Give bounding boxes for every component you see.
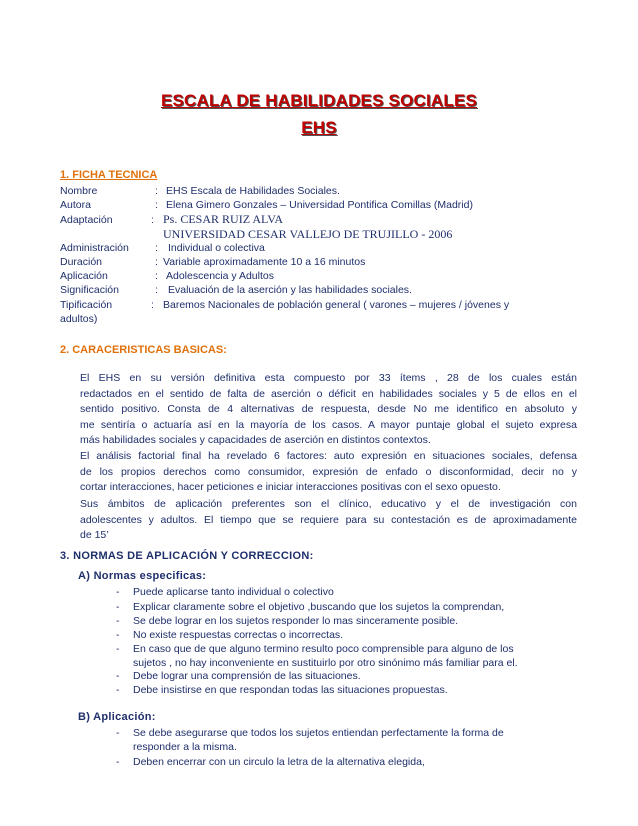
bullet-dash: - bbox=[116, 601, 120, 613]
bullet-dash: - bbox=[116, 586, 120, 598]
field-separator: : bbox=[151, 214, 154, 226]
paragraph-line: El EHS en su versión definitiva esta compuesto por 33 ítems , 28 de los cuales están bbox=[80, 372, 577, 384]
paragraph-ehs-description bbox=[80, 371, 577, 449]
list-item: En caso que de que alguno termino resulto poco comprensible para alguno de los bbox=[133, 643, 514, 655]
field-separator: : bbox=[155, 185, 158, 197]
list-item: Debe insistirse en que respondan todas las situaciones propuestas. bbox=[133, 684, 448, 696]
field-label: Significación bbox=[60, 284, 119, 296]
paragraph-factor-analysis bbox=[80, 449, 577, 496]
bullet-dash: - bbox=[116, 727, 120, 739]
field-label: Autora bbox=[60, 199, 91, 211]
field-value: Evaluación de la aserción y las habilidades sociales. bbox=[168, 284, 412, 296]
list-item: Deben encerrar con un circulo la letra de la alternativa elegida, bbox=[133, 756, 425, 768]
field-separator: : bbox=[151, 299, 154, 311]
paragraph-line: El análisis factorial final ha revelado 6 factores: auto expresión en situaciones sociales, defensa bbox=[80, 450, 577, 462]
section-heading-caracteristicas: 2. CARACERISTICAS BASICAS: bbox=[60, 344, 227, 356]
field-label: Adaptación bbox=[60, 214, 113, 226]
field-value: Ps. CESAR RUIZ ALVA bbox=[163, 212, 284, 226]
list-item-continued: sujetos , no hay inconveniente en sustituirlo por otro sinónimo más familiar para el. bbox=[133, 657, 518, 669]
list-item: Puede aplicarse tanto individual o colectivo bbox=[133, 586, 334, 598]
field-value: Elena Gimero Gonzales – Universidad Pontifica Comillas (Madrid) bbox=[166, 199, 473, 211]
field-label: Duración bbox=[60, 256, 103, 268]
bullet-dash: - bbox=[116, 670, 120, 682]
subheading-normas-especificas: A) Normas especificas: bbox=[78, 570, 207, 582]
field-separator: : bbox=[155, 242, 158, 254]
list-item-continued: responder a la misma. bbox=[133, 741, 237, 753]
list-item: Debe lograr una comprensión de las situaciones. bbox=[133, 670, 361, 682]
paragraph-application-scope bbox=[80, 497, 577, 544]
field-label: Nombre bbox=[60, 185, 98, 197]
paragraph-line: sentido positivo. Consta de 4 alternativas de respuesta, desde No me identifico en absoluto y bbox=[80, 403, 577, 415]
paragraph-line: Sus ámbitos de aplicación preferentes son el clínico, educativo y el de investigación con bbox=[80, 498, 577, 510]
field-value: Individual o colectiva bbox=[168, 242, 265, 254]
field-value-continued: UNIVERSIDAD CESAR VALLEJO DE TRUJILLO - 2006 bbox=[163, 227, 453, 241]
paragraph-line: adolescentes y adultos. El tiempo que se requiere para su contestación es de aproximadamente bbox=[80, 513, 577, 526]
field-separator: : bbox=[155, 270, 158, 282]
field-value: Variable aproximadamente 10 a 16 minutos bbox=[163, 256, 366, 268]
document-subtitle: EHS bbox=[301, 118, 337, 137]
field-label: Administración bbox=[60, 242, 129, 254]
field-value: EHS Escala de Habilidades Sociales. bbox=[166, 185, 340, 197]
paragraph-line: de los propios derechos como consumidor, expresión de enfado o disconformidad, decir no y bbox=[80, 465, 577, 478]
field-label: Aplicación bbox=[60, 270, 108, 282]
paragraph-line: redactados en el sentido de falta de aserción o déficit en habilidades sociales y 5 de ellos en el bbox=[80, 387, 577, 400]
list-item: Se debe lograr en los sujetos responder lo mas sinceramente posible. bbox=[133, 615, 459, 627]
paragraph-line: de 15’ bbox=[80, 529, 109, 541]
bullet-dash: - bbox=[116, 756, 120, 768]
field-separator: : bbox=[155, 199, 158, 211]
field-value-continued: adultos) bbox=[60, 313, 98, 325]
bullet-dash: - bbox=[116, 629, 120, 641]
list-item: No existe respuestas correctas o incorrectas. bbox=[133, 629, 344, 641]
list-item: Explicar claramente sobre el objetivo ,buscando que los sujetos la comprendan, bbox=[133, 601, 505, 613]
document-title: ESCALA DE HABILIDADES SOCIALES bbox=[160, 91, 478, 110]
field-separator: : bbox=[155, 284, 158, 296]
bullet-dash: - bbox=[116, 643, 120, 655]
paragraph-line: me sentiría o actuaría así en la mayoría de los casos. A mayor puntaje global el sujeto expresa bbox=[80, 418, 577, 431]
bullet-dash: - bbox=[116, 684, 120, 696]
field-value: Baremos Nacionales de población general ( varones – mujeres / jóvenes y bbox=[163, 299, 510, 311]
field-separator: : bbox=[155, 256, 158, 268]
paragraph-line: cortar interacciones, hacer peticiones e iniciar interacciones positivas con el sexo opuesto. bbox=[80, 481, 501, 493]
field-label: Tipificación bbox=[60, 299, 113, 311]
paragraph-line: más habilidades sociales y capacidades de aserción en distintos contextos. bbox=[80, 434, 431, 446]
section-heading-ficha-tecnica: 1. FICHA TECNICA bbox=[60, 169, 158, 181]
section-heading-normas: 3. NORMAS DE APLICACIÓN Y CORRECCION: bbox=[60, 550, 314, 562]
field-value: Adolescencia y Adultos bbox=[166, 270, 274, 282]
list-item: Se debe asegurarse que todos los sujetos entiendan perfectamente la forma de bbox=[133, 727, 504, 739]
bullet-dash: - bbox=[116, 615, 120, 627]
subheading-aplicacion: B) Aplicación: bbox=[78, 711, 156, 723]
